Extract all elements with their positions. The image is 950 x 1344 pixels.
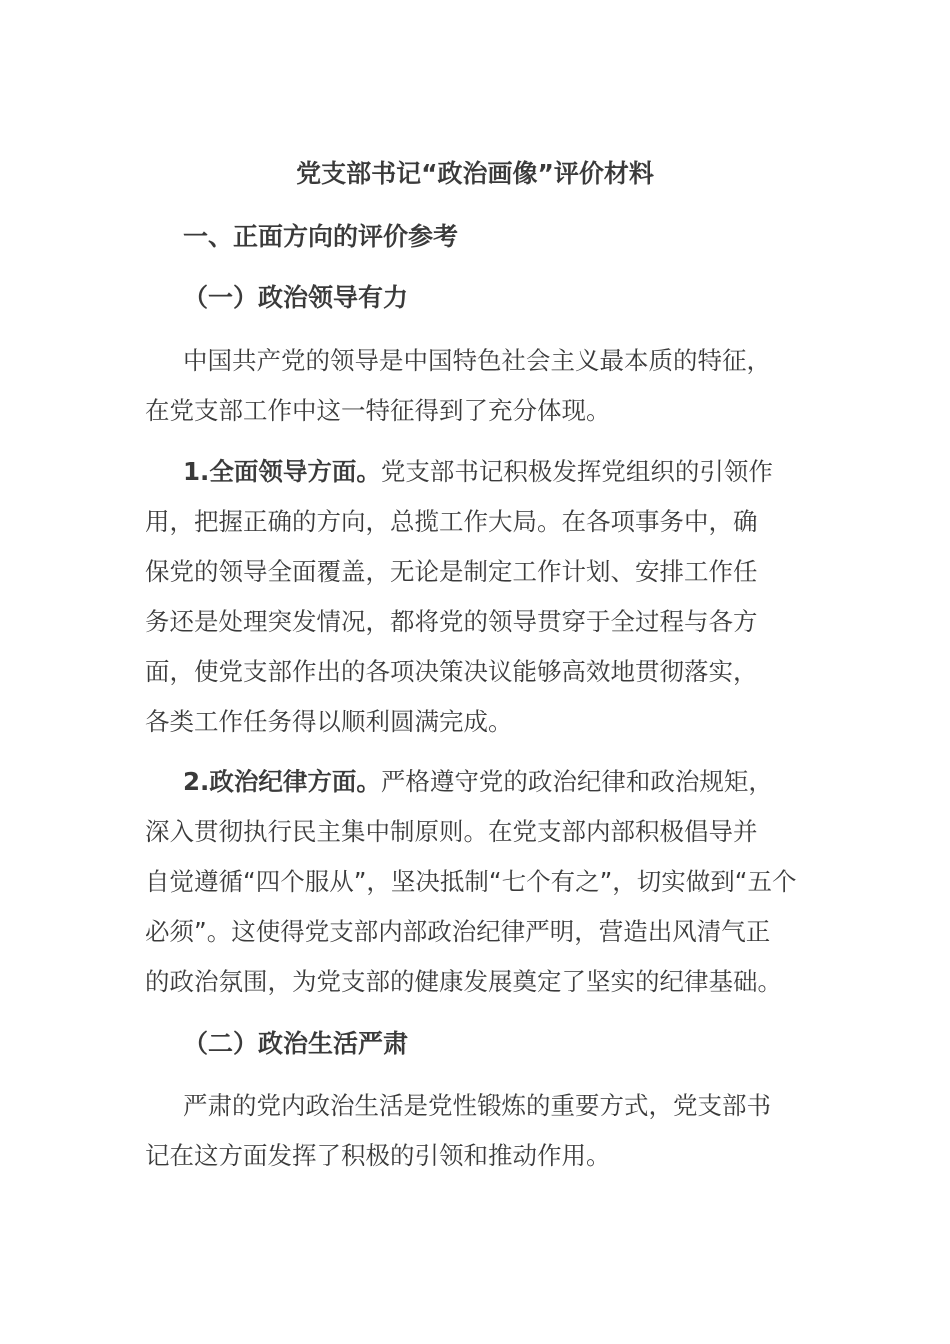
paragraph-line: 深入贯彻执行民主集中制原则。在党支部内部积极倡导并 — [145, 817, 758, 846]
paragraph-line — [145, 757, 807, 807]
paragraph-3 — [145, 757, 807, 1007]
paragraph-line: 自觉遵循“四个服从”，坚决抵制“七个有之”，切实做到“五个 — [145, 867, 797, 896]
paragraph-4 — [145, 1081, 807, 1181]
paragraph-line: 面，使党支部作出的各项决策决议能够高效地贯彻落实， — [145, 657, 758, 686]
paragraph-line-text: 党支部书记积极发挥党组织的引领作 — [380, 457, 773, 486]
paragraph-line-text: 严格遵守党的政治纪律和政治规矩， — [380, 767, 773, 796]
paragraph-line: 中国共产党的领导是中国特色社会主义最本质的特征， — [183, 346, 771, 375]
paragraph-line: 各类工作任务得以顺利圆满完成。 — [145, 707, 513, 736]
paragraph-line: 在党支部工作中这一特征得到了充分体现。 — [145, 396, 611, 425]
paragraph-line: 用，把握正确的方向，总揽工作大局。在各项事务中，确 — [145, 507, 758, 536]
subsection-heading-2: （二）政治生活严肃 — [183, 1029, 409, 1058]
paragraph-lead: 1.全面领导方面。 — [183, 457, 381, 486]
paragraph-line — [145, 447, 807, 497]
paragraph-1 — [145, 336, 807, 436]
subsection-heading-1: （一）政治领导有力 — [183, 283, 409, 312]
paragraph-line: 保党的领导全面覆盖，无论是制定工作计划、安排工作任 — [145, 557, 758, 586]
document-title: 党支部书记“政治画像”评价材料 — [296, 159, 654, 188]
paragraph-line: 务还是处理突发情况，都将党的领导贯穿于全过程与各方 — [145, 607, 758, 636]
section-heading-1: 一、正面方向的评价参考 — [183, 222, 459, 251]
paragraph-line: 记在这方面发挥了积极的引领和推动作用。 — [145, 1141, 611, 1170]
paragraph-2 — [145, 447, 807, 747]
paragraph-line: 必须”。这使得党支部内部政治纪律严明，营造出风清气正 — [145, 917, 771, 946]
paragraph-lead: 2.政治纪律方面。 — [183, 767, 381, 796]
paragraph-line: 严肃的党内政治生活是党性锻炼的重要方式，党支部书 — [183, 1091, 771, 1120]
paragraph-line: 的政治氛围，为党支部的健康发展奠定了坚实的纪律基础。 — [145, 967, 782, 996]
